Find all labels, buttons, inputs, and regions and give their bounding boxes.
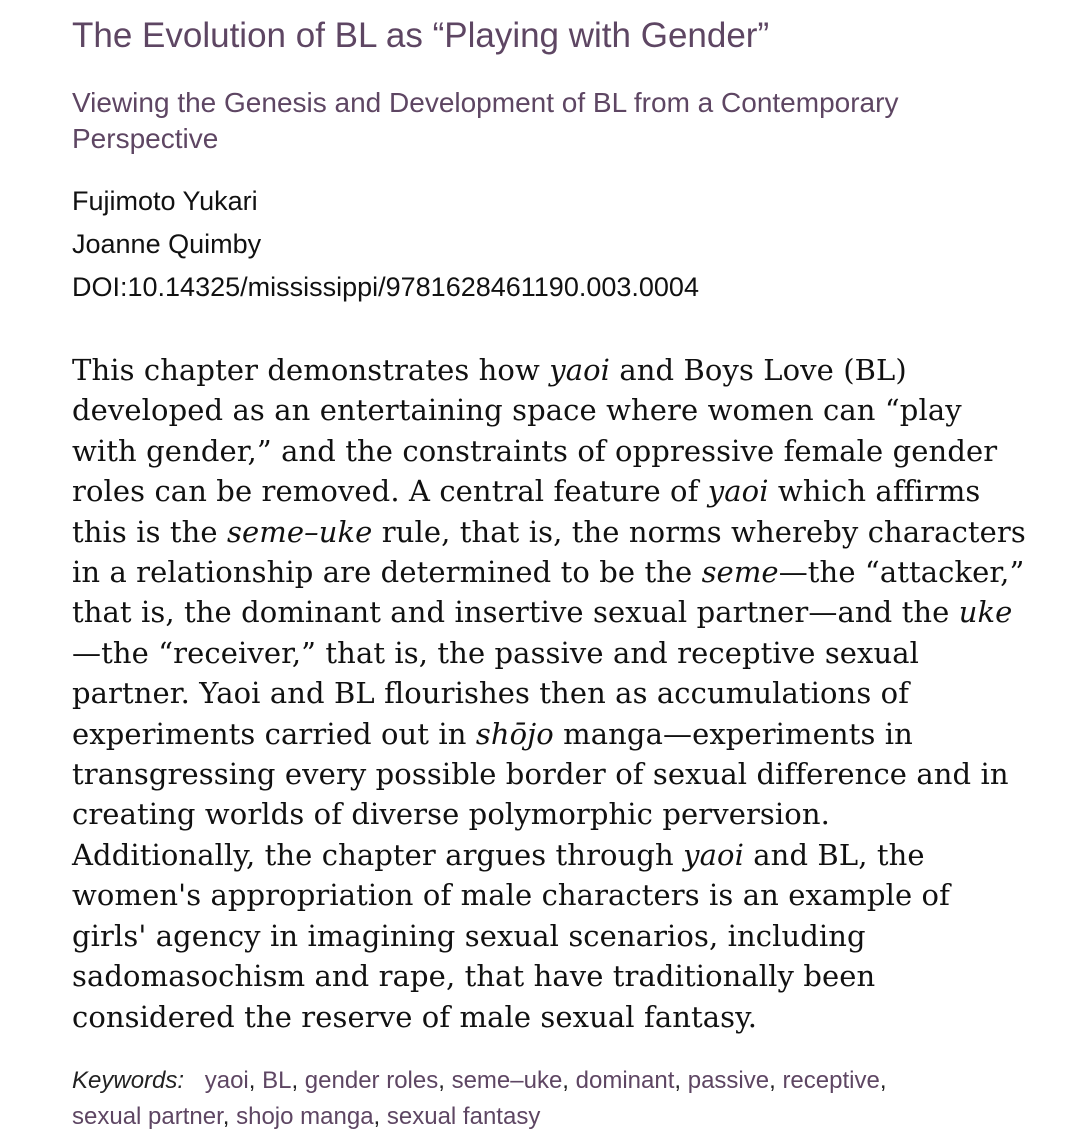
keyword-separator: , [248,1067,256,1094]
keyword-separator: , [674,1067,682,1094]
abstract-line: experiments carried out in shōjo manga—experiments in [72,716,913,751]
keywords-label: Keywords: [72,1067,185,1094]
abstract-line: with gender,” and the constraints of oppressive female gender [72,433,998,468]
translator-name: Joanne Quimby [72,229,262,259]
keyword-link[interactable]: gender roles [304,1067,439,1094]
keyword-link[interactable]: sexual fantasy [386,1103,541,1130]
doi-text: DOI:10.14325/mississippi/9781628461190.003.0004 [72,272,699,302]
abstract-line: creating worlds of diverse polymorphic perversion. [72,797,830,832]
abstract-line: this is the seme–uke rule, that is, the norms whereby characters [72,514,1026,549]
chapter-subtitle [72,85,1032,157]
keyword-separator: , [769,1067,776,1094]
chapter-title: The Evolution of BL as “Playing with Gender” [72,16,770,55]
abstract-line: partner. Yaoi and BL flourishes then as accumulations of [72,676,910,711]
abstract-line: This chapter demonstrates how yaoi and Boys Love (BL) [72,353,907,387]
keyword-link[interactable]: seme–uke [451,1067,563,1094]
keyword-link[interactable]: yaoi [204,1067,249,1094]
keyword-separator: , [222,1103,230,1130]
author-name: Fujimoto Yukari [72,186,258,216]
keyword-link[interactable]: receptive [782,1067,880,1094]
chapter-subtitle-line-1: Viewing the Genesis and Development of BL from a Contemporary [72,87,899,118]
abstract-line: girls' agency in imagining sexual scenarios, including [72,918,866,953]
keyword-separator: , [291,1067,299,1094]
keyword-link[interactable]: passive [687,1067,770,1094]
keyword-link[interactable]: shojo manga [236,1103,374,1130]
abstract-line: —the “receiver,” that is, the passive and receptive sexual [72,635,920,670]
abstract-line: women's appropriation of male characters is an example of [72,878,950,913]
keyword-link[interactable]: sexual partner [72,1103,223,1130]
keyword-separator: , [438,1067,445,1094]
keyword-link[interactable]: dominant [575,1067,675,1094]
keyword-separator: , [562,1067,569,1094]
abstract-line: in a relationship are determined to be the seme—the “attacker,” [72,555,1025,590]
abstract-line: considered the reserve of male sexual fantasy. [72,999,758,1034]
abstract-text [72,350,1042,1037]
abstract-line: roles can be removed. A central feature of yaoi which affirms [72,474,981,509]
keywords-section [72,1063,1032,1135]
abstract-line: Additionally, the chapter argues through yaoi and BL, the [72,837,925,872]
chapter-subtitle-line-2: Perspective [72,123,219,154]
keyword-separator: , [373,1103,381,1130]
chapter-meta [72,180,699,309]
abstract-line: developed as an entertaining space where women can “play [72,393,962,428]
keyword-link[interactable]: BL [262,1067,292,1094]
abstract-line: sadomasochism and rape, that have traditionally been [72,959,876,994]
abstract-line: transgressing every possible border of sexual difference and in [72,757,1009,792]
abstract-line: that is, the dominant and insertive sexual partner—and the uke [72,595,1013,630]
keyword-separator: , [879,1067,887,1094]
